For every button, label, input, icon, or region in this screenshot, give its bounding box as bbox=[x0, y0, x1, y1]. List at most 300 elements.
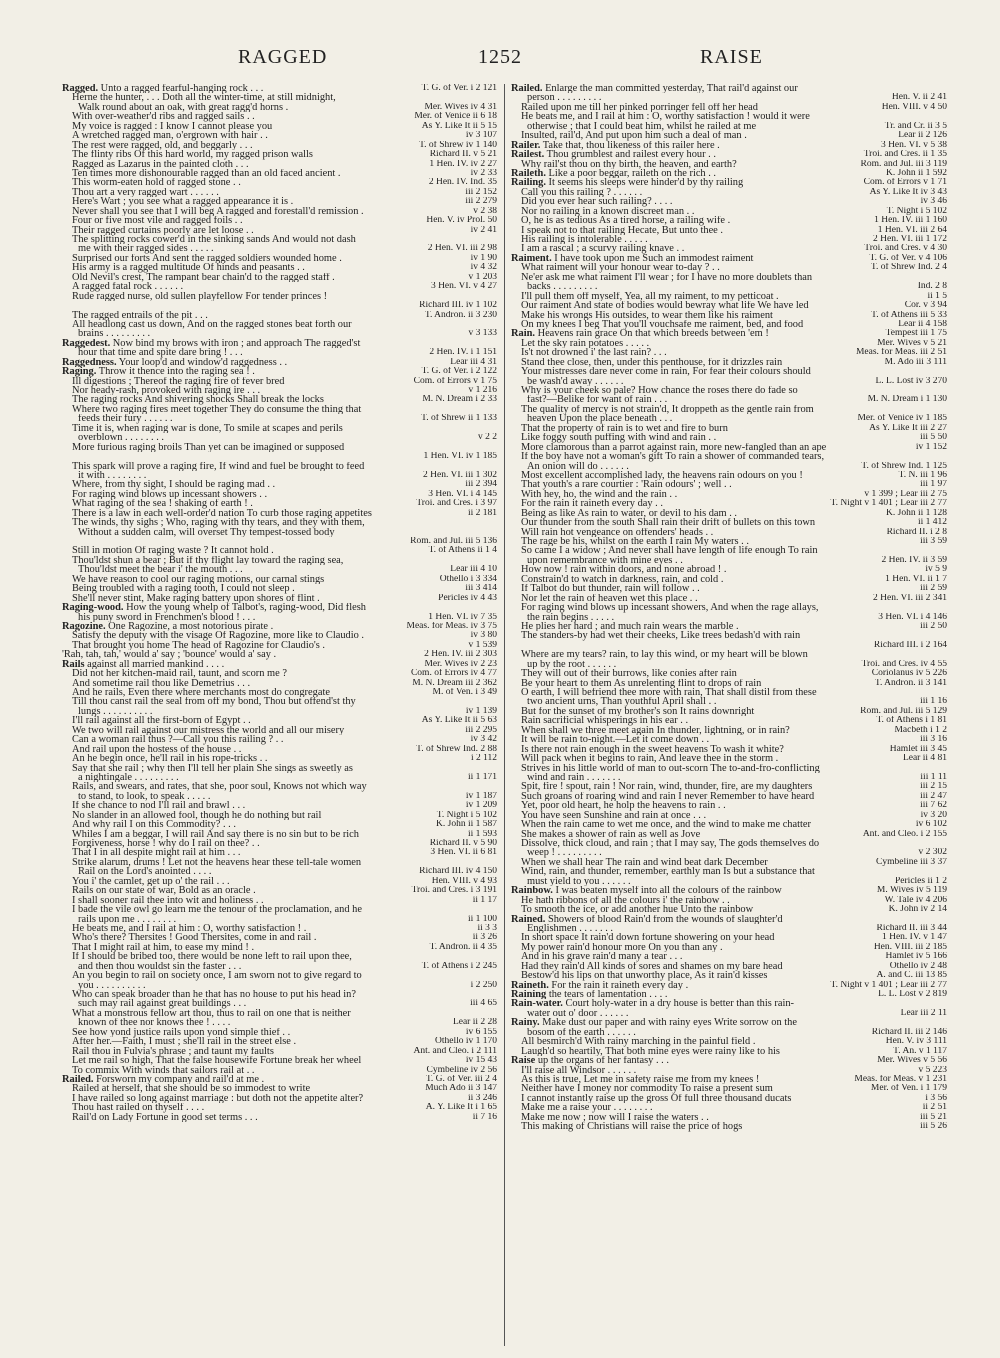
entry-text: Let me rail so high, That the false housewife Fortune break her wheel bbox=[72, 1056, 362, 1066]
entry-line bbox=[511, 311, 947, 320]
entry-text: She makes a shower of rain as well as Jove bbox=[521, 829, 701, 839]
entry-text: I'll raise all Windsor . . . . . . bbox=[521, 1065, 637, 1075]
entry-line bbox=[62, 546, 497, 555]
entry-text: The rest were ragged, old, and beggarly . . . bbox=[72, 140, 253, 151]
entry-line bbox=[62, 131, 497, 140]
entry-text: He plies her hard ; and much rain wears the marble . bbox=[521, 621, 739, 632]
entry-line bbox=[62, 811, 497, 820]
entry-line bbox=[511, 1047, 947, 1056]
entry-reference: T. of Athens i 2 245 bbox=[418, 962, 497, 971]
entry-line bbox=[62, 915, 497, 924]
entry-line bbox=[511, 329, 947, 338]
entry-text: Insulted, rail'd, And put upon him such a deal of man . bbox=[521, 131, 747, 141]
entry-text: you . . . . . . . . . . bbox=[78, 980, 146, 990]
entry-reference: Cor. v 3 94 bbox=[901, 301, 947, 310]
entry-line bbox=[62, 480, 497, 489]
entry-line bbox=[511, 178, 947, 187]
entry-line bbox=[62, 386, 497, 395]
entry-text: Raineth. For the rain it raineth every day . bbox=[511, 980, 689, 990]
entry-text: Neither have I money nor commodity To raise a present sum bbox=[521, 1084, 773, 1094]
entry-text: Raiment. I have took upon me Such an immodest raiment bbox=[511, 253, 754, 264]
entry-reference: iii 2 295 bbox=[461, 726, 497, 735]
entry-line bbox=[62, 773, 497, 782]
entry-reference: Lear iii 4 10 bbox=[446, 565, 497, 574]
entry-text: Being troubled with a raging tooth, I could not sleep . bbox=[72, 584, 295, 594]
entry-reference: iv 1 90 bbox=[467, 254, 497, 263]
entry-text: When we shall hear The rain and wind beat dark December bbox=[521, 857, 768, 868]
entry-line bbox=[511, 556, 947, 565]
entry-text: Make his wrongs His outsides, to wear them like his raiment bbox=[521, 310, 773, 320]
entry-line bbox=[62, 839, 497, 848]
entry-text: be wash'd away . . . . . . bbox=[527, 376, 624, 386]
entry-text: All besmirch'd With rainy marching in the painful field . bbox=[521, 1037, 756, 1047]
entry-line bbox=[62, 93, 497, 102]
entry-text: As this is true, Let me in safety raise me from my knees ! bbox=[521, 1074, 760, 1085]
entry-reference: Cymbeline iv 2 56 bbox=[423, 1066, 497, 1075]
entry-reference: ii 7 16 bbox=[469, 1113, 497, 1122]
entry-text: up by the root . . . . . . bbox=[527, 659, 617, 670]
entry-line bbox=[511, 443, 947, 452]
entry-reference: T. of Shrew iv 1 140 bbox=[415, 141, 497, 150]
entry-text: A ragged fatal rock . . . . . . bbox=[72, 282, 184, 292]
entry-line bbox=[62, 1018, 497, 1027]
entry-line bbox=[62, 122, 497, 131]
entry-reference: Ant. and Cleo. i 2 111 bbox=[410, 1047, 497, 1056]
entry-reference: iv 3 46 bbox=[917, 197, 947, 206]
right-column bbox=[511, 84, 947, 1132]
entry-line bbox=[62, 1075, 497, 1084]
entry-reference: Othello i 3 334 bbox=[436, 575, 497, 584]
entry-text: He beats me, and I rail at him : O, worthy satisfaction ! would it were bbox=[521, 112, 810, 122]
entry-line bbox=[62, 1113, 497, 1122]
entry-reference: iv 3 107 bbox=[462, 131, 497, 140]
entry-reference: T. N. iii 1 96 bbox=[895, 471, 947, 480]
entry-line bbox=[511, 348, 947, 357]
entry-text: But for the sunset of my brother's son It rains downright bbox=[521, 706, 755, 717]
entry-line bbox=[62, 782, 497, 791]
entry-line bbox=[511, 830, 947, 839]
entry-text: feeds their fury . . . . . . bbox=[78, 414, 173, 424]
entry-text: Rainbow. I was beaten myself into all the colours of the rainbow bbox=[511, 886, 782, 896]
entry-text: I speak not to that railing Hecate, But unto thee . bbox=[521, 225, 723, 235]
entry-reference: v 2 302 bbox=[915, 848, 948, 857]
entry-line bbox=[511, 528, 947, 537]
entry-text: fast?—Belike for want of rain . . . bbox=[527, 395, 668, 405]
entry-reference: 2 Hen. IV. ii 3 59 bbox=[877, 556, 947, 565]
entry-line bbox=[62, 933, 497, 942]
entry-reference: iii 3 414 bbox=[461, 584, 497, 593]
entry-text: An you begin to rail on society once, I am sworn not to give regard to bbox=[72, 971, 362, 981]
entry-text: Who's there? Thersites ! Good Thersites, come in and rail . bbox=[72, 933, 317, 943]
entry-line bbox=[511, 792, 947, 801]
entry-reference: M. N. Dream iii 2 362 bbox=[408, 679, 497, 688]
entry-line bbox=[511, 339, 947, 348]
entry-text: Yet, poor old heart, he holp the heavens to rain . . bbox=[521, 801, 726, 811]
entry-reference: Mer. of Ven. i 1 179 bbox=[867, 1084, 947, 1093]
entry-text: Will pack when it begins to rain, And leave thee in the storm . bbox=[521, 754, 779, 764]
entry-reference: Richard II. iii 3 44 bbox=[873, 924, 947, 933]
entry-reference: 2 Hen. VI. iii 2 98 bbox=[424, 244, 497, 253]
entry-line bbox=[511, 433, 947, 442]
entry-line bbox=[511, 263, 947, 272]
entry-text: Old Nevil's crest, The rampant bear chain'd to the ragged staff . bbox=[72, 272, 335, 283]
entry-text: backs . . . . . . . . . bbox=[527, 282, 598, 292]
entry-reference: As Y. Like It ii 5 15 bbox=[418, 122, 497, 131]
entry-text: He beats me, and I rail at him : O, worthy satisfaction ! . bbox=[72, 923, 307, 934]
entry-reference: Hen. V. ii 2 41 bbox=[888, 93, 947, 102]
entry-reference: v 1 539 bbox=[465, 641, 498, 650]
entry-text: Rained. Showers of blood Rain'd from the wounds of slaughter'd bbox=[511, 914, 783, 924]
entry-line bbox=[511, 490, 947, 499]
entry-line bbox=[511, 631, 947, 640]
entry-line bbox=[511, 141, 947, 150]
entry-text: Surprised our forts And sent the ragged soldiers wounded home . bbox=[72, 253, 342, 264]
entry-line bbox=[511, 679, 947, 688]
entry-reference: 3 Hen. VI. i 4 146 bbox=[874, 613, 947, 622]
entry-line bbox=[62, 943, 497, 952]
entry-reference: ii 1 593 bbox=[464, 830, 497, 839]
entry-reference: iv 3 80 bbox=[467, 631, 497, 640]
entry-reference: iii 2 152 bbox=[461, 188, 497, 197]
entry-line bbox=[511, 216, 947, 225]
entry-text: Railed. Enlarge the man committed yesterday, That rail'd against our bbox=[511, 84, 798, 94]
entry-line bbox=[62, 329, 497, 338]
entry-text: Where two raging fires meet together They do consume the thing that bbox=[72, 404, 362, 415]
entry-line bbox=[511, 754, 947, 763]
entry-text: hour that time and spite dare bring ! . . . bbox=[78, 348, 243, 358]
entry-text: The flinty ribs Of this hard world, my ragged prison walls bbox=[72, 150, 313, 160]
entry-text: If I should be bribed too, there would be none left to rail upon thee, bbox=[72, 952, 352, 962]
entry-line bbox=[511, 1028, 947, 1037]
entry-line bbox=[511, 924, 947, 933]
entry-line bbox=[62, 594, 497, 603]
entry-line bbox=[62, 820, 497, 829]
entry-text: 'Rah, tah, tah,' would a' say ; 'bounce' would a' say . bbox=[62, 650, 277, 660]
entry-reference: v 2 2 bbox=[474, 433, 497, 442]
entry-text: An onion will do . . . . . . bbox=[527, 461, 629, 471]
entry-text: What raging of the sea ! shaking of earth ! . bbox=[72, 499, 253, 509]
entry-text: Spit, fire ! spout, rain ! Nor rain, wind, thunder, fire, are my daughters bbox=[521, 782, 813, 792]
entry-text: Rails against all married mankind . . . . bbox=[62, 659, 225, 670]
entry-line bbox=[511, 254, 947, 263]
entry-line bbox=[511, 782, 947, 791]
entry-line bbox=[62, 877, 497, 886]
entry-line bbox=[511, 905, 947, 914]
entry-reference: Lear ii 2 126 bbox=[894, 131, 947, 140]
entry-text: Forgiveness, horse ! why do I rail on thee? . . bbox=[72, 839, 260, 849]
entry-line bbox=[511, 943, 947, 952]
entry-reference: Othello iv 1 170 bbox=[431, 1037, 497, 1046]
entry-reference: v 3 133 bbox=[465, 329, 498, 338]
entry-line bbox=[511, 235, 947, 244]
entry-text: To smooth the ice, or add another hue Unto the rainbow bbox=[521, 905, 754, 915]
entry-text: If the boy have not a woman's gift To rain a shower of commanded tears, bbox=[521, 452, 825, 462]
entry-text: Make me a raise your . . . . . . . . bbox=[521, 1103, 653, 1113]
entry-text: upon remembrance with mine eyes . . bbox=[527, 555, 683, 566]
entry-text: To commix With winds that sailors rail at . . bbox=[72, 1065, 255, 1075]
entry-reference: Hen. V. iv 3 111 bbox=[882, 1037, 947, 1046]
entry-reference: Richard II. v 5 90 bbox=[426, 839, 497, 848]
entry-reference: 2 Hen. IV. Ind. 35 bbox=[425, 178, 497, 187]
entry-reference: 2 Hen. VI. iii 2 341 bbox=[869, 594, 947, 603]
left-column bbox=[62, 84, 497, 1122]
entry-reference: v 2 38 bbox=[469, 207, 497, 216]
entry-line bbox=[62, 197, 497, 206]
entry-text: She'll never stint, Make raging battery upon shores of flint . bbox=[72, 593, 320, 604]
entry-text: Raging. Throw it thence into the raging sea ! . bbox=[62, 367, 255, 377]
entry-line bbox=[511, 1009, 947, 1018]
entry-line bbox=[62, 377, 497, 386]
entry-text: Why rail'st thou on thy birth, the heaven, and earth? bbox=[521, 159, 737, 169]
entry-text: weep ! . . . . . . . . . bbox=[527, 848, 602, 858]
entry-text: That brought you home The head of Ragozine for Claudio's . bbox=[72, 640, 326, 651]
entry-reference: As Y. Like It iii 2 27 bbox=[865, 424, 947, 433]
entry-line bbox=[511, 896, 947, 905]
entry-text: That youth's a rare courtier : 'Rain odours' ; well . . bbox=[521, 480, 732, 490]
entry-text: And sometime rail thou like Demetrius . . . bbox=[72, 678, 251, 688]
entry-reference: T. G. of Ver. v 4 106 bbox=[866, 254, 948, 263]
entry-reference: K. John ii 1 587 bbox=[432, 820, 497, 829]
entry-text: I have railed so long against marriage : but doth not the appetite alter? bbox=[72, 1093, 364, 1104]
entry-line bbox=[511, 839, 947, 848]
entry-line bbox=[62, 263, 497, 272]
entry-reference: 3 Hen. VI. ii 6 81 bbox=[426, 848, 497, 857]
entry-line bbox=[62, 707, 497, 716]
entry-line bbox=[62, 697, 497, 706]
entry-line bbox=[62, 584, 497, 593]
entry-reference: T. of Shrew Ind. 2 4 bbox=[867, 263, 947, 272]
entry-text: it with . . . . . . . . bbox=[78, 470, 147, 481]
entry-text: You have seen Sunshine and rain at once . . . bbox=[521, 810, 707, 821]
entry-reference: Com. of Errors v 1 71 bbox=[860, 178, 947, 187]
entry-text: Laugh'd so heartily, That both mine eyes were rainy like to his bbox=[521, 1046, 780, 1057]
entry-text: Call you this railing ? . . . . . . bbox=[521, 187, 643, 198]
entry-reference: iii 2 15 bbox=[916, 782, 947, 791]
entry-line bbox=[511, 820, 947, 829]
entry-line bbox=[511, 244, 947, 253]
entry-line bbox=[62, 301, 497, 310]
entry-reference: Richard II. iii 2 146 bbox=[868, 1028, 947, 1037]
entry-line bbox=[511, 112, 947, 121]
entry-line bbox=[511, 546, 947, 555]
entry-text: me with their ragged sides . . . . . bbox=[78, 244, 214, 254]
entry-text: heaven Upon the place beneath . . . bbox=[527, 414, 673, 424]
entry-reference: Rom. and Jul. iii 5 129 bbox=[856, 707, 947, 716]
entry-reference: iii 3 59 bbox=[916, 537, 947, 546]
entry-text: Rail'd on Lady Fortune in good set terms . . . bbox=[72, 1112, 258, 1123]
entry-line bbox=[62, 188, 497, 197]
entry-reference: iv 5 9 bbox=[921, 565, 947, 574]
entry-line bbox=[511, 84, 947, 93]
entry-text: Thou hast railed on thyself . . . . bbox=[72, 1103, 205, 1113]
entry-line bbox=[62, 254, 497, 263]
entry-reference: 2 Hen. IV. iii 2 303 bbox=[420, 650, 497, 659]
entry-text: When the rain came to wet me once, and the wind to make me chatter bbox=[521, 820, 811, 830]
entry-line bbox=[62, 650, 497, 659]
entry-text: Make me now ; now will I raise the waters . . bbox=[521, 1112, 709, 1123]
entry-line bbox=[62, 1056, 497, 1065]
entry-text: Rainy. Make dust our paper and with rainy eyes Write sorrow on the bbox=[511, 1018, 797, 1028]
entry-reference: Mer. Wives v 5 21 bbox=[873, 339, 947, 348]
entry-line bbox=[62, 1066, 497, 1075]
entry-line bbox=[62, 112, 497, 121]
entry-text: lungs . . . . . . . . . . bbox=[78, 706, 153, 717]
entry-line bbox=[511, 103, 947, 112]
entry-text: After her.—Faith, I must ; she'll rail in the street else . bbox=[72, 1037, 297, 1047]
entry-text: Herne the hunter, . . . Doth all the winter-time, at still midnight, bbox=[72, 93, 336, 103]
entry-line bbox=[511, 197, 947, 206]
entry-text: What a monstrous fellow art thou, thus to rail on one that is neither bbox=[72, 1008, 351, 1019]
entry-text: Stand thee close, then, under this penthouse, for it drizzles rain bbox=[521, 357, 783, 368]
entry-text: The ragged entrails of the pit . . . bbox=[72, 310, 208, 320]
entry-line bbox=[511, 915, 947, 924]
entry-text: such may rail against great buildings . . . bbox=[78, 999, 247, 1009]
entry-line bbox=[511, 622, 947, 631]
entry-reference: Richard II. v 5 21 bbox=[426, 150, 497, 159]
entry-line bbox=[62, 726, 497, 735]
entry-reference: Richard III. iv 1 102 bbox=[415, 301, 497, 310]
entry-line bbox=[511, 990, 947, 999]
entry-line bbox=[511, 933, 947, 942]
entry-reference: Hen. V. iv Prol. 50 bbox=[422, 216, 497, 225]
entry-reference: iv 1 209 bbox=[462, 801, 497, 810]
entry-reference: L. L. Lost iv 3 270 bbox=[871, 377, 947, 386]
entry-text: Ne'er ask me what raiment I'll wear ; for I have no more doublets than bbox=[521, 272, 813, 283]
entry-line bbox=[511, 509, 947, 518]
entry-line bbox=[62, 603, 497, 612]
entry-reference: iv 1 152 bbox=[912, 443, 947, 452]
entry-text: Rain sacrificial whisperings in his ear . . bbox=[521, 716, 689, 726]
entry-text: bosom of the earth . . . . . . bbox=[527, 1027, 636, 1038]
entry-reference: Meas. for Meas. v 1 231 bbox=[850, 1075, 947, 1084]
entry-reference: Rom. and Jul. iii 3 119 bbox=[857, 160, 947, 169]
entry-text: Rails on our state of war, Bold as an oracle . bbox=[72, 886, 256, 896]
entry-text: And in his grave rain'd many a tear . . . bbox=[521, 952, 683, 962]
entry-line bbox=[62, 1037, 497, 1046]
entry-line bbox=[62, 962, 497, 971]
entry-text: That I in all despite might rail at him . . . bbox=[72, 848, 241, 858]
entry-reference: Mer. Wives v 5 56 bbox=[873, 1056, 947, 1065]
entry-line bbox=[511, 122, 947, 131]
entry-text: Rain. Heavens rain grace On that which breeds between 'em ! bbox=[511, 329, 769, 339]
entry-reference: Lear iii 4 31 bbox=[446, 358, 497, 367]
entry-text: The quality of mercy is not strain'd, It droppeth as the gentle rain from bbox=[521, 404, 814, 415]
entry-reference: T. of Athens i 1 81 bbox=[872, 716, 947, 725]
entry-reference: iii 3 16 bbox=[916, 735, 947, 744]
entry-reference: 3 Hen. VI. i 4 145 bbox=[424, 490, 497, 499]
entry-reference: Lear ii 4 81 bbox=[899, 754, 947, 763]
entry-line bbox=[62, 518, 497, 527]
column-divider bbox=[504, 84, 505, 1346]
entry-text: Ten times more dishonourable ragged than an old faced ancient . bbox=[72, 168, 341, 179]
entry-text: I am a rascal ; a scurvy railing knave . . bbox=[521, 244, 685, 254]
entry-text: Four or five most vile and ragged foils . . bbox=[72, 216, 243, 226]
entry-reference: K. John ii 1 592 bbox=[882, 169, 947, 178]
entry-reference: Lear iii 2 11 bbox=[897, 1009, 947, 1018]
entry-text: Raise up the organs of her fantasy . . . bbox=[511, 1056, 669, 1066]
entry-line bbox=[511, 301, 947, 310]
page-number: 1252 bbox=[478, 46, 522, 68]
entry-line bbox=[62, 660, 497, 669]
entry-line bbox=[62, 405, 497, 414]
entry-reference: 1 Hen. VI. iii 2 64 bbox=[874, 226, 947, 235]
entry-reference: T. Night v 1 401 ; Lear iii 2 77 bbox=[827, 499, 947, 508]
entry-text: I cannot instantly raise up the gross Of full three thousand ducats bbox=[521, 1093, 792, 1104]
entry-line bbox=[62, 575, 497, 584]
entry-line bbox=[511, 131, 947, 140]
entry-line bbox=[511, 1056, 947, 1065]
entry-line bbox=[62, 207, 497, 216]
entry-line bbox=[511, 377, 947, 386]
entry-text: How now ! rain within doors, and none abroad ! . bbox=[521, 565, 727, 575]
entry-reference: ii 3 246 bbox=[464, 1094, 497, 1103]
entry-line bbox=[511, 395, 947, 404]
entry-text: Till thou canst rail the seal from off my bond, Thou but offend'st thy bbox=[72, 697, 356, 707]
entry-line bbox=[511, 764, 947, 773]
entry-line bbox=[511, 981, 947, 990]
entry-text: Be your heart to them As unrelenting flint to drops of rain bbox=[521, 678, 762, 688]
entry-text: Rude ragged nurse, old sullen playfellow For tender princes ! bbox=[72, 291, 328, 302]
entry-line bbox=[62, 688, 497, 697]
entry-text: Railed at herself, that she should be so immodest to write bbox=[72, 1084, 311, 1094]
entry-reference: T. G. of Ver. iii 2 4 bbox=[422, 1075, 497, 1084]
entry-text: Your mistresses dare never come in rain, For fear their colours should bbox=[521, 367, 811, 377]
entry-reference: L. L. Lost v 2 819 bbox=[874, 990, 947, 999]
entry-reference: T. of Athens iii 5 33 bbox=[867, 311, 947, 320]
entry-text: When shall we three meet again In thunder, lightning, or in rain? bbox=[521, 725, 790, 736]
entry-reference: 2 Hen. IV. i 1 151 bbox=[425, 348, 497, 357]
entry-line bbox=[511, 565, 947, 574]
entry-line bbox=[511, 480, 947, 489]
entry-reference: Tr. and Cr. ii 3 5 bbox=[881, 122, 947, 131]
entry-text: Why is your cheek so pale? How chance the roses there do fade so bbox=[521, 386, 798, 396]
entry-text: More clamorous than a parrot against rain, more new-fangled than an ape bbox=[521, 442, 827, 453]
entry-text: water out o' door . . . . . . bbox=[527, 1008, 629, 1019]
entry-text: What raiment will your honour wear to-day ? . . bbox=[521, 263, 720, 273]
running-head-right: RAISE bbox=[700, 46, 763, 68]
entry-line bbox=[511, 971, 947, 980]
entry-reference: Mer. of Venice ii 6 18 bbox=[410, 112, 497, 121]
entry-text: I'll rail against all the first-born of Egypt . . bbox=[72, 716, 251, 726]
entry-text: His railing is intolerable . . . . . bbox=[521, 235, 648, 245]
entry-text: All headlong cast us down, And on the ragged stones beat forth our bbox=[72, 319, 352, 330]
entry-text: Thou art a very ragged wart . . . . . . bbox=[72, 187, 219, 198]
entry-reference: iii 5 26 bbox=[916, 1122, 947, 1131]
entry-reference: iv 3 20 bbox=[917, 811, 947, 820]
entry-line bbox=[511, 584, 947, 593]
entry-text: You i' the camlet, get up o' the rail . . . bbox=[72, 876, 230, 887]
entry-reference: v 5 223 bbox=[915, 1066, 948, 1075]
entry-reference: iv 4 32 bbox=[467, 263, 497, 272]
entry-line bbox=[511, 292, 947, 301]
entry-text: My power rain'd honour more On you than any . bbox=[521, 942, 723, 953]
entry-line bbox=[511, 358, 947, 367]
entry-line bbox=[62, 509, 497, 518]
entry-text: Satisfy the deputy with the visage Of Ragozine, more like to Claudio . bbox=[72, 631, 365, 641]
entry-line bbox=[511, 1122, 947, 1131]
entry-line bbox=[511, 452, 947, 461]
entry-line bbox=[511, 613, 947, 622]
entry-reference: iii 7 62 bbox=[916, 801, 947, 810]
entry-line bbox=[511, 886, 947, 895]
entry-line bbox=[511, 801, 947, 810]
entry-line bbox=[511, 424, 947, 433]
entry-text: two ancient urns, Than youthful April shall . . bbox=[527, 697, 717, 707]
entry-reference: ii 1 5 bbox=[923, 292, 947, 301]
entry-line bbox=[511, 1037, 947, 1046]
entry-reference: Mer. of Venice iv 1 185 bbox=[853, 414, 947, 423]
entry-text: Thou'ldst shun a bear ; But if thy flight lay toward the raging sea, bbox=[72, 555, 344, 566]
